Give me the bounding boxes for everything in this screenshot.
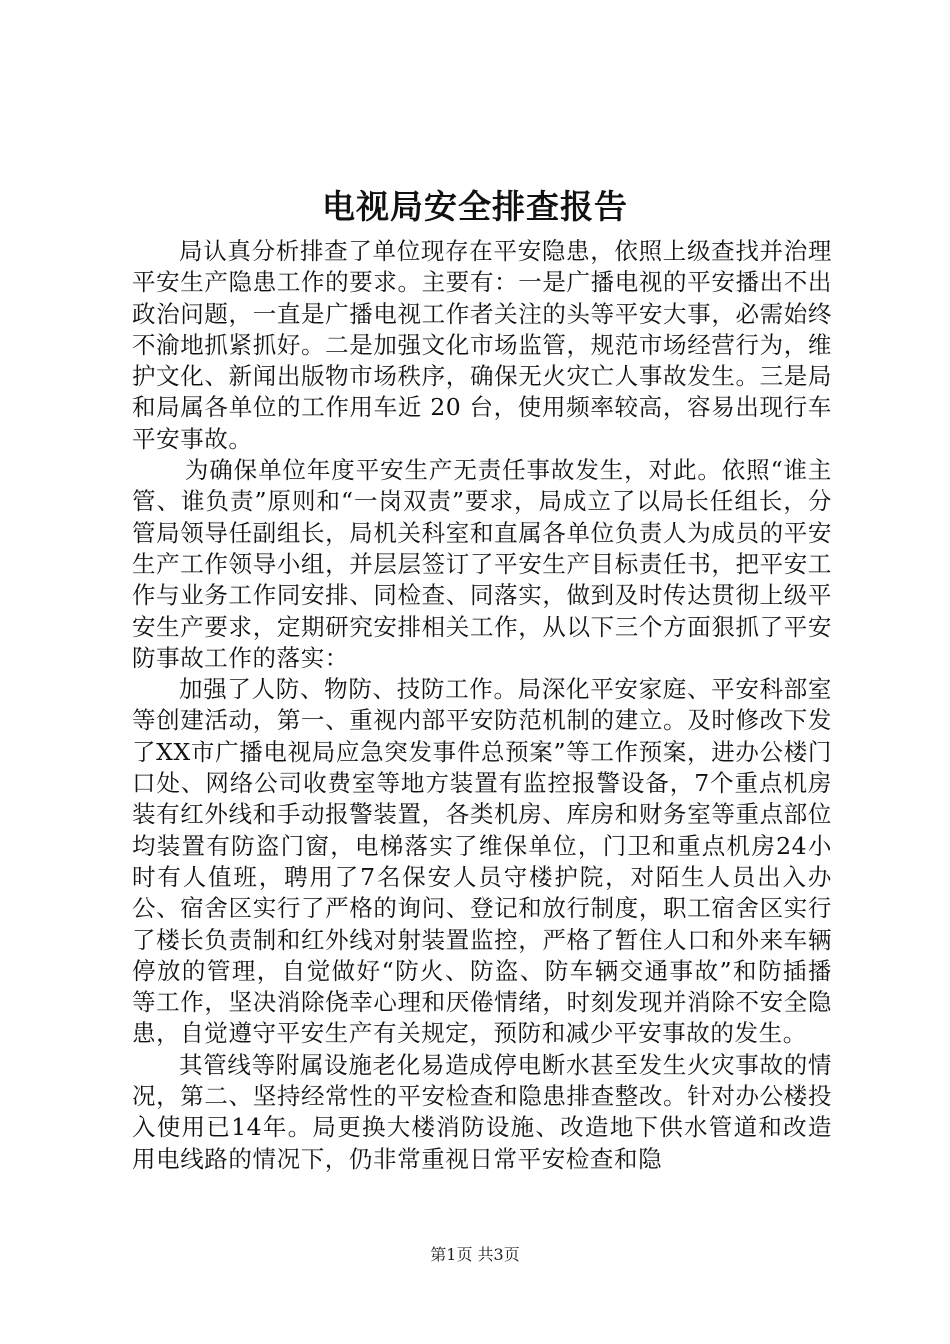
paragraph-4: 其管线等附属设施老化易造成停电断水甚至发生火灾事故的情况，第二、坚持经常性的平安检查和隐患排查整改。针对办公楼投入使用已14年。局更换大楼消防设施、改造地下供水管道和改造用电线路的情况下，仍非常重视日常平安检查和隐 (132, 1050, 832, 1173)
paragraph-2: 为确保单位年度平安生产无责任事故发生，对此。依照“谁主管、谁负责”原则和“一岗双责”要求，局成立了以局长任组长，分管局领导任副组长，局机关科室和直属各单位负责人为成员的平安生产工作领导小组，并层层签订了平安生产目标责任书，把平安工作与业务工作同安排、同检查、同落实，做到及时传达贯彻上级平安生产要求，定期研究安排相关工作，从以下三个方面狠抓了平安防事故工作的落实： (132, 456, 832, 672)
paragraph-1: 局认真分析排查了单位现存在平安隐患，依照上级查找并治理平安生产隐患工作的要求。主要有：一是广播电视的平安播出不出政治问题，一直是广播电视工作者关注的头等平安大事，必需始终不渝地抓紧抓好。二是加强文化市场监管，规范市场经营行为，维护文化、新闻出版物市场秩序，确保无火灾亡人事故发生。三是局和局属各单位的工作用车近 20 台，使用频率较高，容易出现行车平安事故。 (132, 237, 832, 453)
page-number-footer: 第1页 共3页 (430, 1245, 520, 1264)
document-body (132, 236, 832, 1175)
document-title: 电视局安全排查报告 (322, 187, 628, 226)
paragraph-3: 加强了人防、物防、技防工作。局深化平安家庭、平安科部室等创建活动，第一、重视内部平安防范机制的建立。及时修改下发了XX市广播电视局应急突发事件总预案”等工作预案，进办公楼门口处、网络公司收费室等地方装置有监控报警设备，7个重点机房装有红外线和手动报警装置，各类机房、库房和财务室等重点部位均装置有防盗门窗，电梯落实了维保单位，门卫和重点机房24小时有人值班，聘用了7名保安人员守楼护院，对陌生人员出入办公、宿舍区实行了严格的询问、登记和放行制度，职工宿舍区实行了楼长负责制和红外线对射装置监控，严格了暂住人口和外来车辆停放的管理，自觉做好“防火、防盗、防车辆交通事故”和防插播等工作，坚决消除侥幸心理和厌倦情绪，时刻发现并消除不安全隐患，自觉遵守平安生产有关规定，预防和减少平安事故的发生。 (132, 675, 832, 1048)
